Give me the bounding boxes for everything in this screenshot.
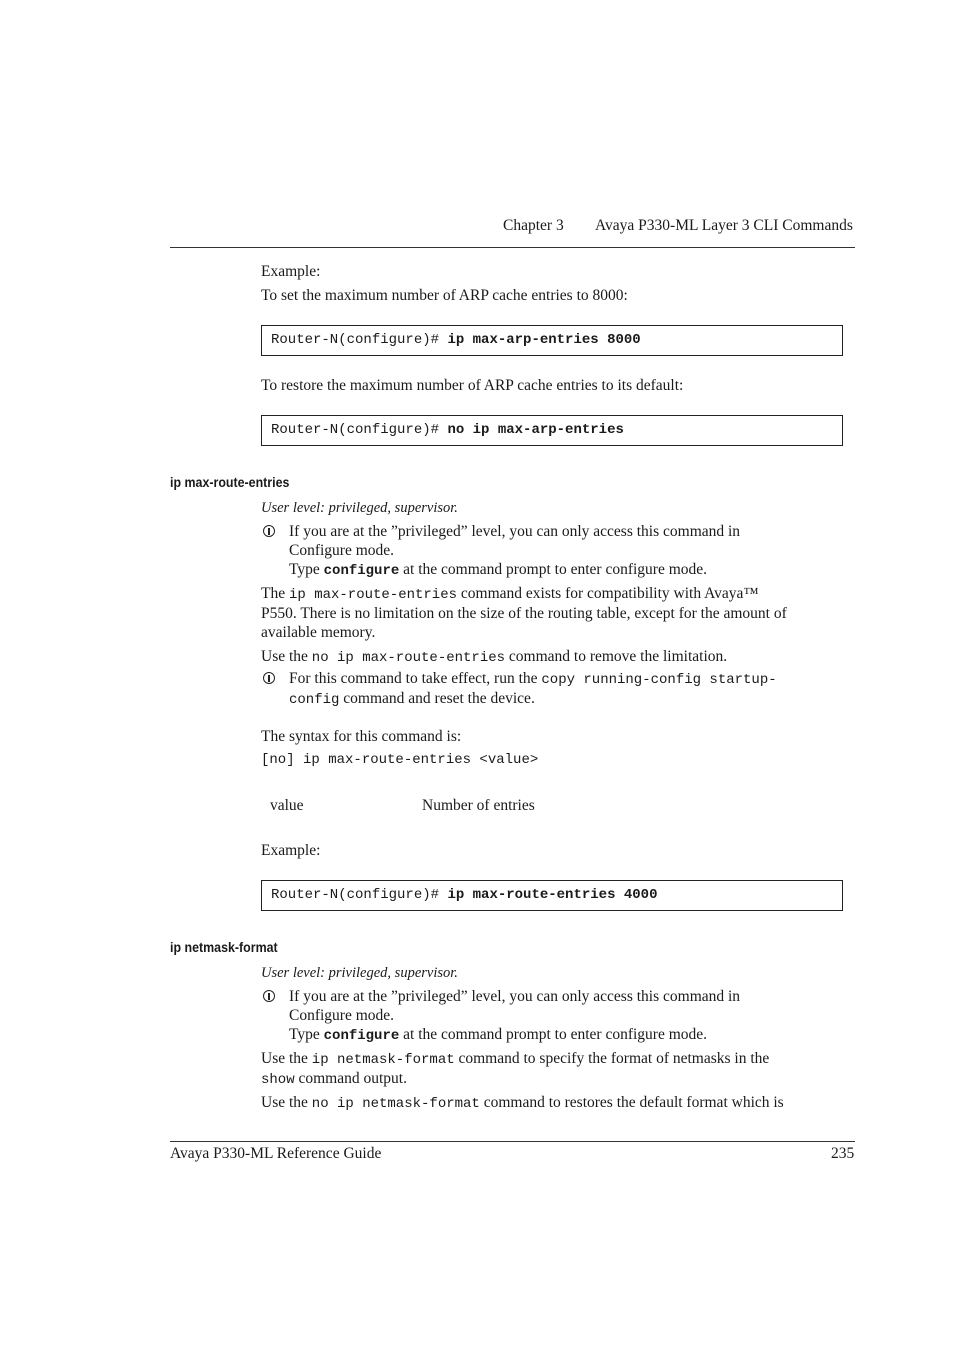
section-heading: ip netmask-format [170, 940, 278, 955]
paragraph: The ip max-route-entries command exists for compatibility with Avaya™ [261, 585, 759, 603]
example-text: To set the maximum number of ARP cache entries to 8000: [261, 287, 628, 304]
code-command: ip max-route-entries 4000 [447, 887, 658, 903]
paragraph: show command output. [261, 1070, 407, 1088]
info-icon [263, 525, 275, 537]
inline-command: ip max-route-entries [288, 587, 458, 603]
footer-rule [170, 1141, 855, 1142]
info-icon [263, 672, 275, 684]
paragraph: P550. There is no limitation on the size of the routing table, except for the amount of [261, 605, 787, 622]
user-level: User level: privileged, supervisor. [261, 965, 458, 981]
inline-command: no ip max-route-entries [311, 650, 506, 666]
code-block [261, 415, 843, 446]
header-title: Avaya P330-ML Layer 3 CLI Commands [595, 217, 853, 234]
paragraph: Use the no ip max-route-entries command to remove the limitation. [261, 648, 728, 666]
param-name: value [270, 797, 304, 814]
restore-text: To restore the maximum number of ARP cache entries to its default: [261, 377, 684, 394]
code-command: ip max-arp-entries 8000 [447, 332, 641, 348]
code-command: no ip max-arp-entries [447, 422, 624, 438]
inline-command: config [289, 692, 340, 708]
note-text: If you are at the ”privileged” level, you can only access this command in [289, 523, 741, 540]
code-prompt: Router-N(configure)# [271, 887, 448, 903]
inline-command: configure [323, 563, 400, 579]
code-block [261, 325, 843, 356]
code-block [261, 880, 843, 911]
note-text: Type configure at the command prompt to enter configure mode. [289, 561, 708, 579]
note-text: Configure mode. [289, 542, 395, 559]
inline-command: copy running-config startup- [541, 672, 777, 688]
note-text: Configure mode. [289, 1007, 395, 1024]
note-text: For this command to take effect, run the copy running-config startup- [289, 670, 777, 688]
code-prompt: Router-N(configure)# [271, 332, 448, 348]
info-icon [263, 990, 275, 1002]
header-chapter: Chapter 3 [503, 217, 564, 234]
note-text: config command and reset the device. [289, 690, 535, 708]
example-label: Example: [261, 842, 321, 859]
syntax-line: [no] ip max-route-entries <value> [261, 752, 539, 768]
page-number: 235 [831, 1145, 855, 1162]
syntax-label: The syntax for this command is: [261, 728, 462, 745]
inline-command: no ip netmask-format [311, 1096, 480, 1112]
paragraph: Use the ip netmask-format command to specify the format of netmasks in the [261, 1050, 770, 1068]
inline-command: ip netmask-format [311, 1052, 455, 1068]
header-rule [170, 247, 855, 248]
note-text: If you are at the ”privileged” level, you can only access this command in [289, 988, 741, 1005]
paragraph: Use the no ip netmask-format command to restores the default format which is [261, 1094, 784, 1112]
note-text: Type configure at the command prompt to enter configure mode. [289, 1026, 708, 1044]
user-level: User level: privileged, supervisor. [261, 500, 458, 516]
code-prompt: Router-N(configure)# [271, 422, 448, 438]
example-label: Example: [261, 263, 321, 280]
paragraph: available memory. [261, 624, 376, 641]
param-description: Number of entries [422, 797, 535, 814]
section-heading: ip max-route-entries [170, 475, 290, 490]
footer-guide: Avaya P330-ML Reference Guide [170, 1145, 382, 1162]
inline-command: configure [323, 1028, 400, 1044]
inline-command: show [261, 1072, 295, 1088]
